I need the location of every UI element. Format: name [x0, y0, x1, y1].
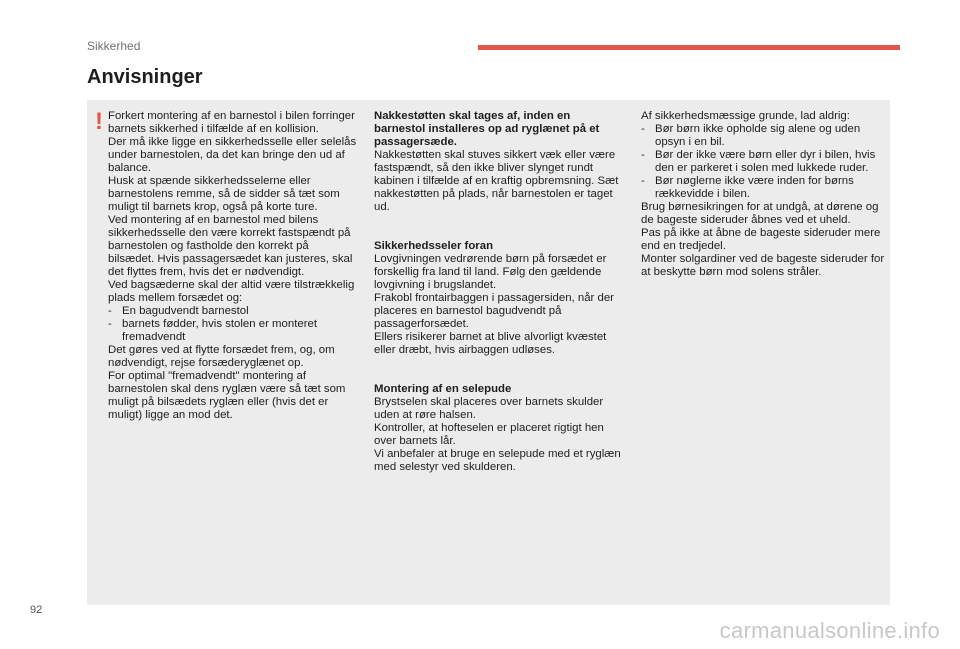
paragraph: Monter solgardiner ved de bageste sideruder for at beskytte børn mod solens stråler. — [641, 253, 885, 278]
section-heading: Nakkestøtten skal tages af, inden en barnestol installeres op ad ryglænet på et passagersæde. — [374, 110, 600, 148]
section-heading: Montering af en selepude — [374, 383, 512, 395]
list-item-text: Bør børn ikke ophold​e sig alene og uden opsyn i en bil. — [655, 123, 861, 148]
list-item — [108, 305, 358, 318]
column-safety — [641, 110, 886, 279]
watermark: carmanualsonline.info — [719, 618, 940, 643]
column-instructions — [374, 110, 624, 500]
paragraph: Brystselen skal placeres over barnets skulder uden at røre halsen. — [374, 396, 604, 421]
warning-icon: ! — [95, 108, 103, 135]
section-heading: Sikkerhedsseler foran — [374, 240, 494, 252]
paragraph: Frakobl frontairbaggen i passagersiden, når der placeres en barnestol bagudvendt på passagerforsædet. — [374, 292, 614, 330]
list-item — [641, 149, 886, 175]
page-title: Anvisninger — [87, 66, 203, 88]
paragraph: Ved montering af en barnestol med bilens sikkerhedsselle den være korrekt fastspændt på barnestolen og fastholde den korrekt på bilsædet. Hvis passagersædet kan justeres, skal det flyttes frem, hvis det er nødvendigt. — [108, 214, 353, 278]
list-item-text: Bør der ikke være børn eller dyr i bilen, hvis den er parkeret i solen med lukkede ruder. — [655, 149, 876, 174]
paragraph: Ved bagsæderne skal der altid være tilstrækkelig plads mellem forsædet og: — [108, 279, 355, 304]
headrest-section — [374, 110, 624, 214]
list-dash: - — [641, 123, 645, 135]
paragraph: Nakkestøtten skal stuves sikkert væk eller være fastspændt, så den ikke bliver slynget rundt kabinen i tilfælde af en kraftig opbremsning. Sæt nakkestøtten på plads, når barnestolen er taget ud. — [374, 149, 619, 213]
list-item — [108, 318, 358, 344]
list-item-text: Bør nøglerne ikke være inden for børns rækkevidde i bilen. — [655, 175, 854, 200]
section-label: Sikkerhed — [87, 39, 141, 53]
paragraph: Lovgivningen vedrørende børn på forsædet er forskellig fra land til land. Følg den gældende lovgivning i brugslandet. — [374, 253, 607, 291]
list-dash: - — [641, 149, 645, 161]
list-item — [641, 175, 886, 201]
paragraph: Brug børnesikringen for at undgå, at dørene og de bageste sideruder åbnes ved et uheld. — [641, 201, 879, 226]
paragraph: Ellers risikerer barnet at blive alvorligt kvæstet eller dræbt, hvis airbaggen udløses. — [374, 331, 607, 356]
list-dash: - — [641, 175, 645, 187]
paragraph: Af sikkerhedsmæssige grunde, lad aldrig: — [641, 110, 850, 122]
paragraph: Husk at spænde sikkerhedsselerne eller barnestolens remme, så de sidder så tæt som muligt til barnets krop, også på korte ture. — [108, 175, 340, 213]
paragraph: Der må ikke ligge en sikkerhedsselle eller selelås under barnestolen, da det kan bringe den ud af balance. — [108, 136, 357, 174]
front-seatbelts-section — [374, 240, 624, 357]
list-item-text: En bagudvendt barnestol — [122, 305, 249, 317]
list-item — [641, 123, 886, 149]
paragraph: Kontroller, at hofteselen er placeret rigtigt hen over barnets lår. — [374, 422, 604, 447]
list-dash: - — [108, 318, 112, 330]
list-dash: - — [108, 305, 112, 317]
accent-bar — [478, 45, 900, 50]
paragraph: Det gøres ved at flytte forsædet frem, og, om nødvendigt, rejse forsæderyglænet op. — [108, 344, 335, 369]
paragraph: Vi anbefaler at bruge en selepude med et ryglæn med selestyr ved skulderen. — [374, 448, 621, 473]
column-warnings — [108, 110, 358, 422]
paragraph: For optimal "fremadvendt" montering af barnestolen skal dens ryglæn være så tæt som muligt på bilsædets ryglæn eller (hvis det er muligt) ligge an mod det. — [108, 370, 346, 421]
paragraph: Forkert montering af en barnestol i bilen forringer barnets sikkerhed i tilfælde af en kollision. — [108, 110, 355, 135]
page-number: 92 — [30, 604, 43, 616]
booster-section — [374, 383, 624, 474]
paragraph: Pas på ikke at åbne de bageste sideruder mere end en tredjedel. — [641, 227, 881, 252]
list-item-text: barnets fødder, hvis stolen er monteret fremadvendt — [122, 318, 318, 343]
